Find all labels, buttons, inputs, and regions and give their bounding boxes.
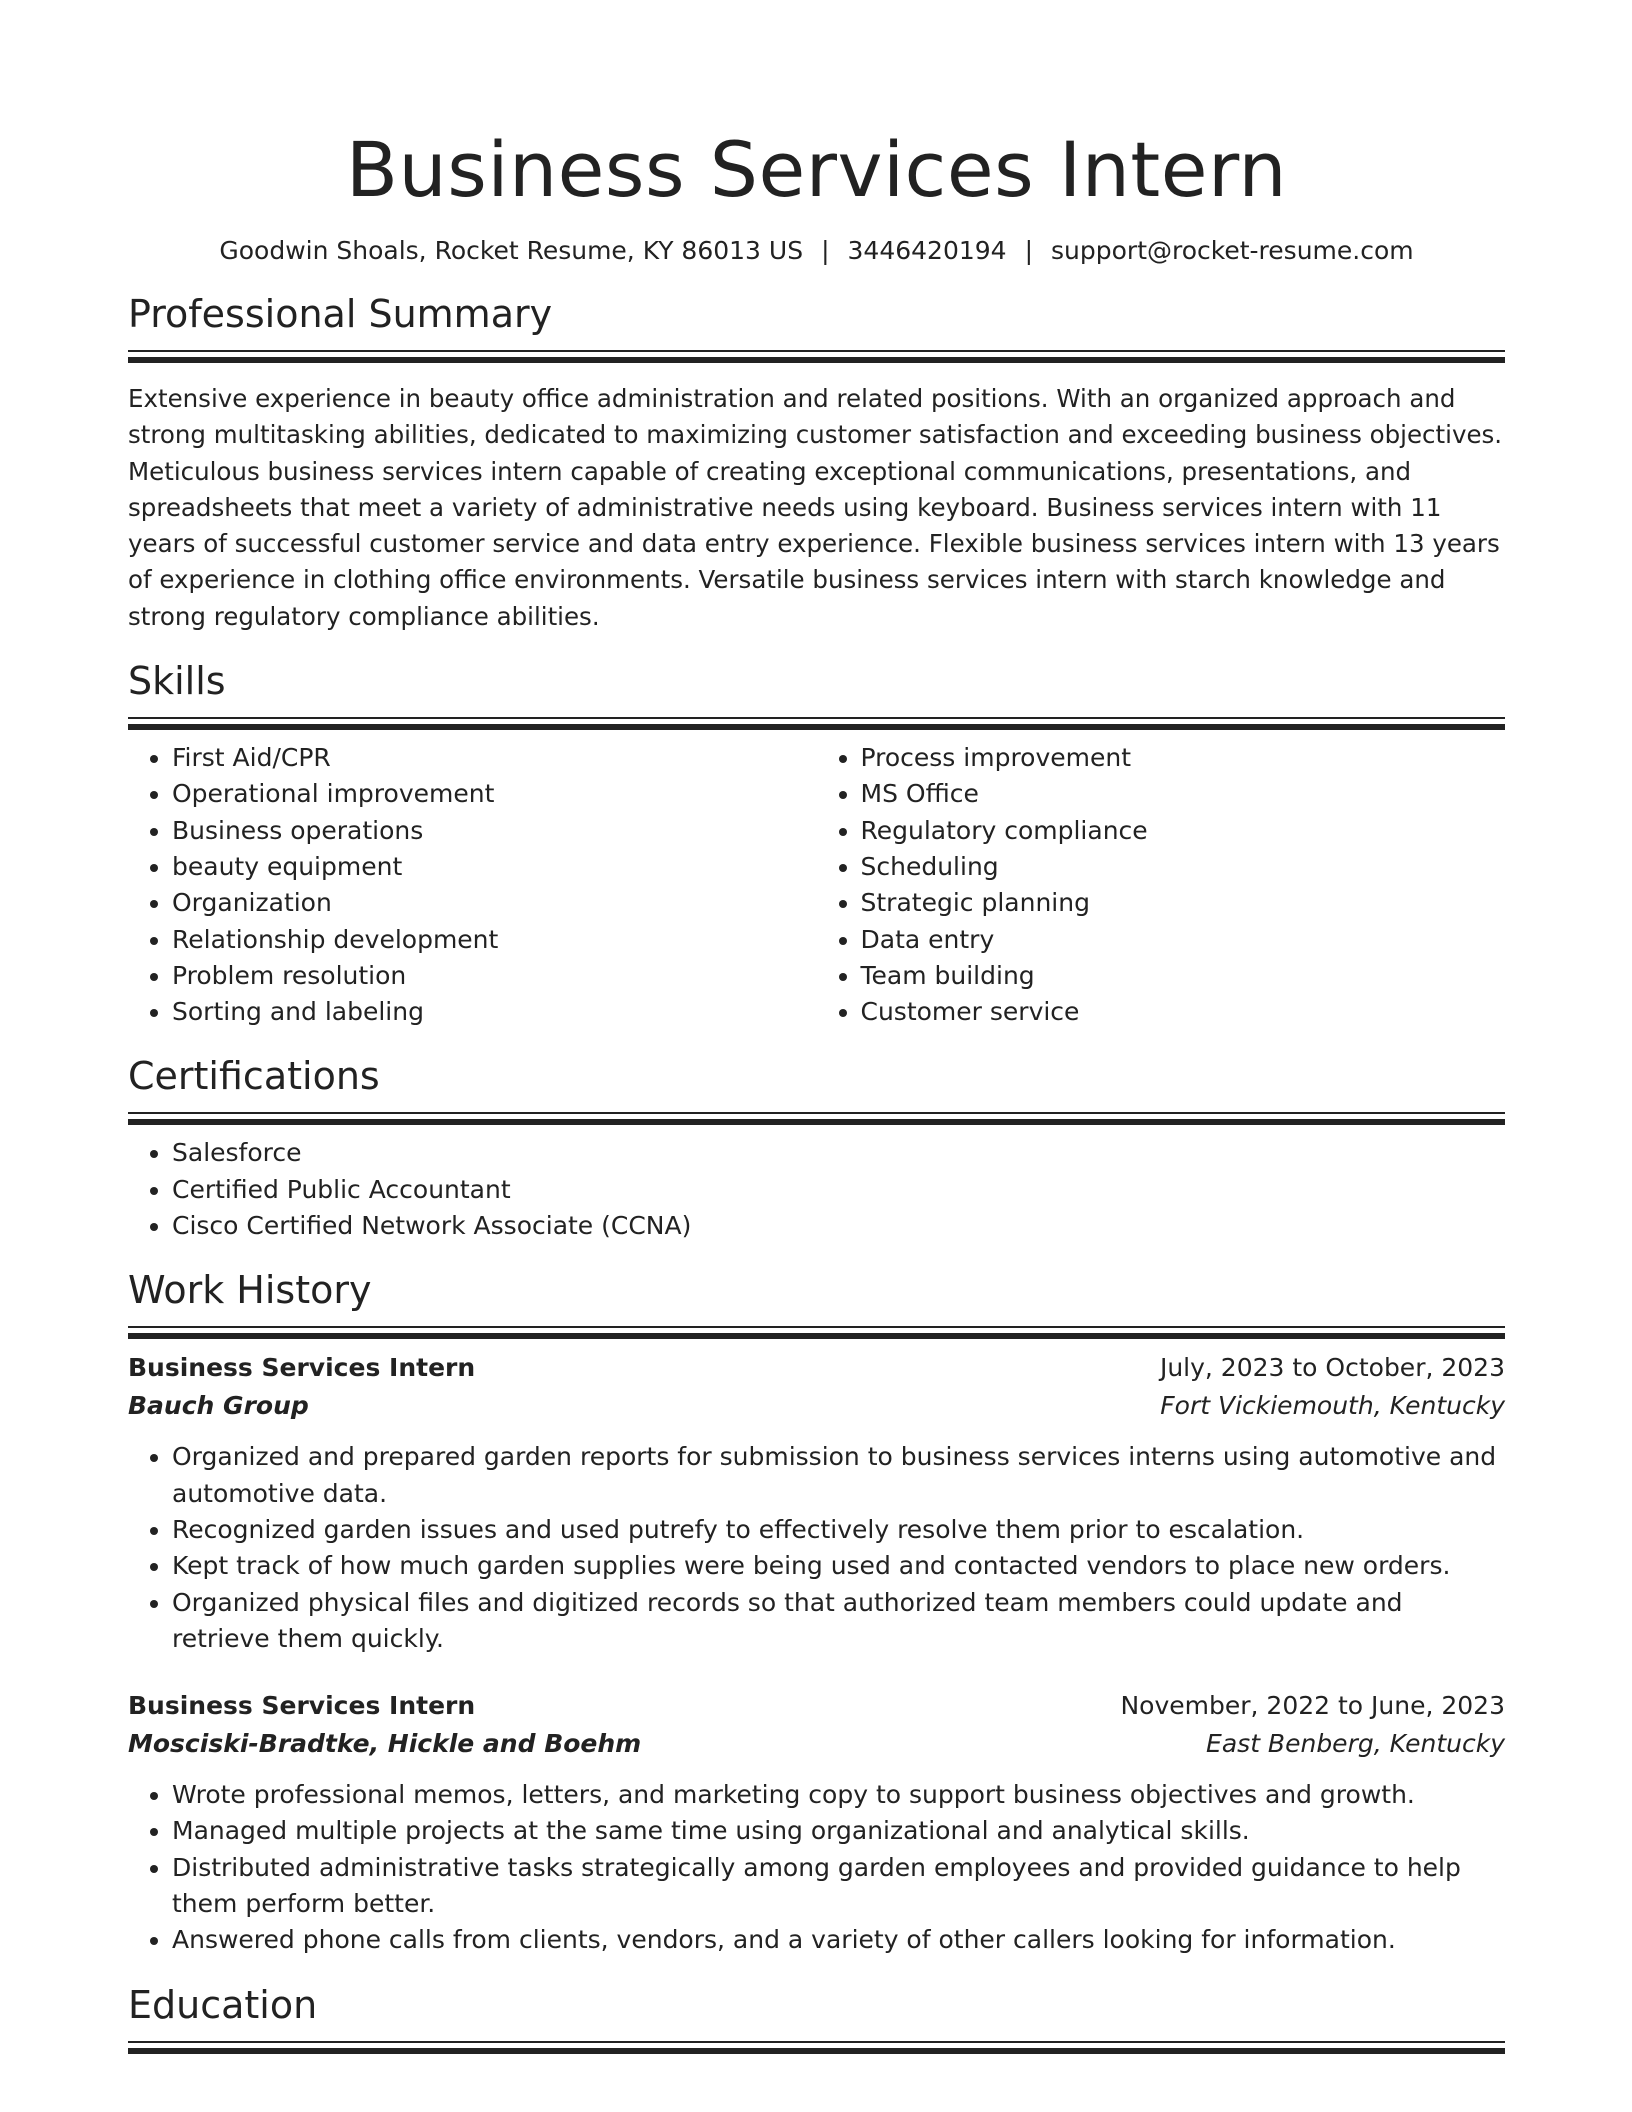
job-dates: November, 2022 to June, 2023 bbox=[1120, 1691, 1505, 1721]
section-title-skills: Skills bbox=[128, 659, 226, 704]
section-divider bbox=[128, 350, 1505, 357]
certification-item: • Salesforce bbox=[172, 1135, 1505, 1171]
contact-line bbox=[128, 234, 1505, 268]
job-bullet: • Kept track of how much garden supplies were being used and contacted vendors to place new orders. bbox=[172, 1548, 1505, 1584]
summary-text: Extensive experience in beauty office administration and related positions. With an organized approach and strong multitasking abilities, dedicated to maximizing customer satisfaction and exceeding business objectives. Meticulous business services intern capable of creating exceptional communications, presentations, and spreadsheets that meet a variety of administrative needs using keyboard. Business services intern with 11 years of successful customer service and data entry experience. Flexible business services intern with 13 years of experience in clothing office environments. Versatile business services intern with starch knowledge and strong regulatory compliance abilities. bbox=[128, 384, 1503, 631]
skill-item: • Scheduling bbox=[861, 849, 1506, 885]
job-subheader bbox=[128, 1387, 1505, 1425]
certification-item: • Certified Public Accountant bbox=[172, 1172, 1505, 1208]
skill-item: • MS Office bbox=[861, 776, 1506, 812]
job-bullet: • Distributed administrative tasks strategically among garden employees and provided guidance to help them perform better. bbox=[172, 1850, 1505, 1923]
skill-item: • Process improvement bbox=[861, 740, 1506, 776]
contact-email: support@rocket-resume.com bbox=[1051, 236, 1414, 265]
job-header bbox=[128, 1349, 1505, 1387]
section-divider bbox=[128, 1326, 1505, 1333]
section-divider bbox=[128, 717, 1505, 724]
skill-item: • First Aid/CPR bbox=[172, 740, 817, 776]
section-title-summary: Professional Summary bbox=[128, 292, 553, 336]
job-subheader bbox=[128, 1725, 1505, 1763]
skill-item: • Data entry bbox=[861, 922, 1506, 958]
section-title-work-history: Work History bbox=[128, 1268, 372, 1313]
education-section bbox=[128, 1981, 1505, 2048]
skill-item: • beauty equipment bbox=[172, 849, 817, 885]
skill-item: • Organization bbox=[172, 885, 817, 921]
contact-phone: 3446420194 bbox=[847, 236, 1007, 265]
skill-item: • Customer service bbox=[861, 994, 1506, 1030]
section-title-certifications: Certifications bbox=[128, 1054, 380, 1099]
skills-columns bbox=[128, 740, 1505, 1030]
job-bullet: • Organized physical files and digitized records so that authorized team members could update and retrieve them quickly. bbox=[172, 1585, 1505, 1658]
section-title-education: Education bbox=[128, 1982, 318, 2027]
skill-item: • Relationship development bbox=[172, 922, 817, 958]
job-bullets bbox=[128, 1777, 1505, 1958]
skill-item: • Sorting and labeling bbox=[172, 994, 817, 1030]
job-location: Fort Vickiemouth, Kentucky bbox=[1160, 1391, 1505, 1421]
summary-section bbox=[128, 290, 1505, 635]
job-bullet: • Organized and prepared garden reports for submission to business services interns using automotive and automotive data. bbox=[172, 1439, 1505, 1512]
job-bullet: • Recognized garden issues and used putrefy to effectively resolve them prior to escalation. bbox=[172, 1512, 1505, 1548]
skill-item: • Operational improvement bbox=[172, 776, 817, 812]
skill-item: • Business operations bbox=[172, 813, 817, 849]
certification-item: • Cisco Certified Network Associate (CCNA) bbox=[172, 1208, 1505, 1244]
job-company: Mosciski-Bradtke, Hickle and Boehm bbox=[128, 1729, 642, 1759]
job-bullet: • Managed multiple projects at the same time using organizational and analytical skills. bbox=[172, 1813, 1505, 1849]
contact-separator: | bbox=[821, 236, 830, 265]
job-location: East Benberg, Kentucky bbox=[1206, 1729, 1505, 1759]
job-entry bbox=[128, 1687, 1505, 1958]
skills-section bbox=[128, 657, 1505, 1030]
job-company: Bauch Group bbox=[128, 1391, 309, 1421]
skill-item: • Regulatory compliance bbox=[861, 813, 1506, 849]
skill-item: • Strategic planning bbox=[861, 885, 1506, 921]
candidate-name: Business Services Intern bbox=[345, 125, 1288, 214]
job-entry bbox=[128, 1349, 1505, 1657]
contact-separator: | bbox=[1024, 236, 1034, 265]
certifications-list bbox=[128, 1135, 1505, 1244]
skill-item: • Team building bbox=[861, 958, 1506, 994]
work-history-section bbox=[128, 1266, 1505, 1958]
skills-list-left bbox=[128, 740, 817, 1030]
section-divider bbox=[128, 1112, 1505, 1119]
certifications-section bbox=[128, 1052, 1505, 1244]
job-bullet: • Wrote professional memos, letters, and marketing copy to support business objectives and growth. bbox=[172, 1777, 1505, 1813]
job-bullet: • Answered phone calls from clients, vendors, and a variety of other callers looking for information. bbox=[172, 1922, 1505, 1958]
job-title: Business Services Intern bbox=[128, 1353, 476, 1383]
contact-address: Goodwin Shoals, Rocket Resume, KY 86013 US bbox=[219, 236, 804, 265]
skill-item: • Problem resolution bbox=[172, 958, 817, 994]
job-title: Business Services Intern bbox=[128, 1691, 476, 1721]
section-divider bbox=[128, 2041, 1505, 2048]
job-bullets bbox=[128, 1439, 1505, 1657]
skills-list-right bbox=[817, 740, 1506, 1030]
job-dates: July, 2023 to October, 2023 bbox=[1159, 1353, 1505, 1383]
job-header bbox=[128, 1687, 1505, 1725]
resume-page bbox=[128, 0, 1505, 2048]
